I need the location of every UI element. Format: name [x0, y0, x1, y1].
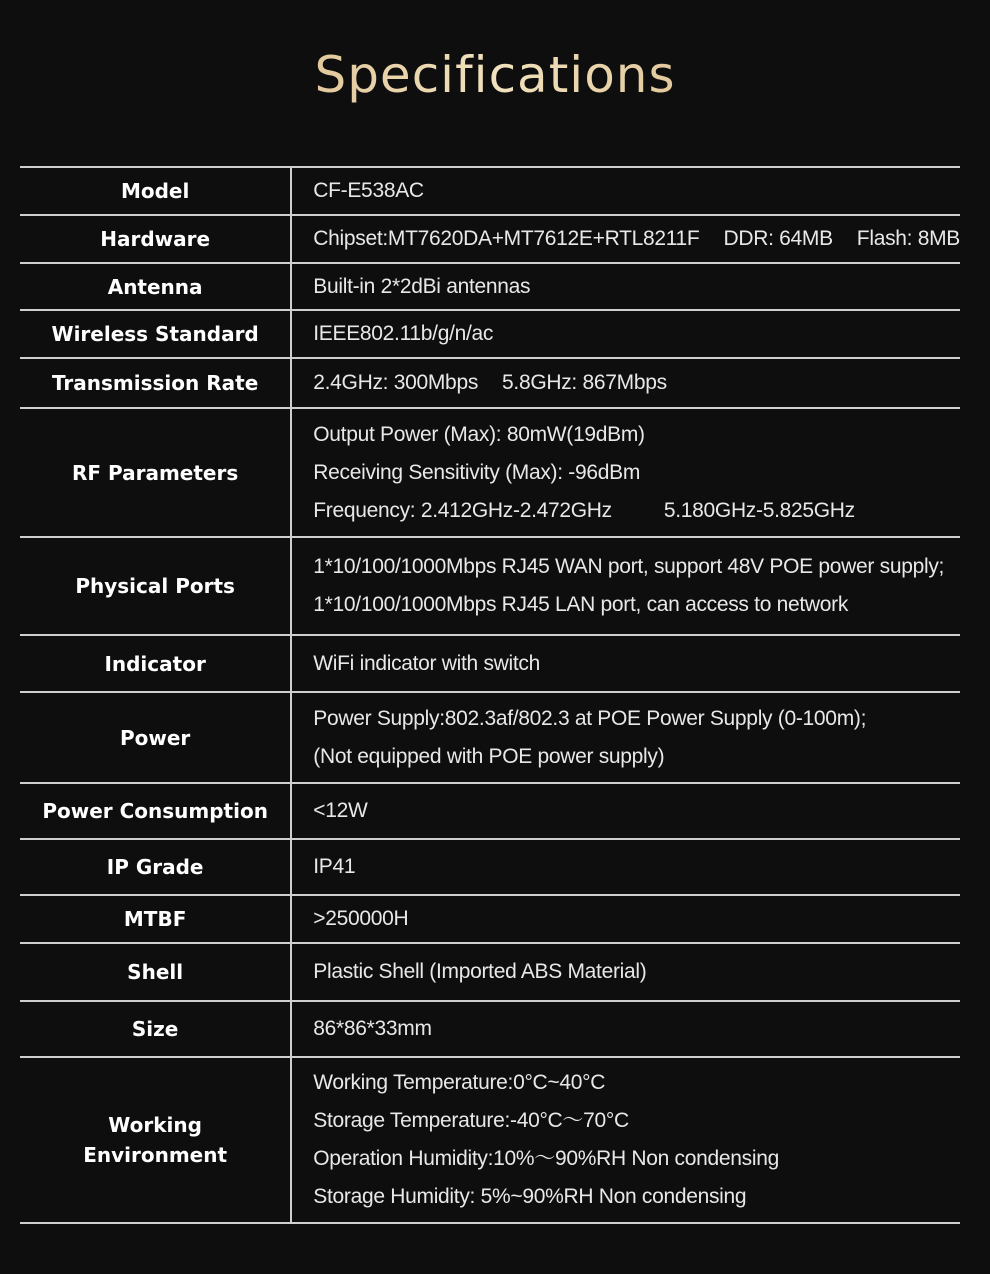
spec-value-text: Frequency: 2.412GHz-2.472GHz	[313, 498, 612, 522]
spec-row	[20, 839, 960, 895]
spec-row	[20, 895, 960, 943]
spec-value	[291, 895, 960, 943]
spec-row	[20, 1001, 960, 1057]
spec-value-line	[313, 1178, 960, 1216]
spec-value-line	[313, 315, 960, 353]
spec-row	[20, 943, 960, 1001]
spec-label: Working Environment	[20, 1057, 291, 1223]
spec-value-text: Receiving Sensitivity (Max): -96dBm	[313, 460, 641, 484]
spec-label: Model	[20, 167, 291, 215]
spec-label: Indicator	[20, 635, 291, 692]
spec-value	[291, 263, 960, 310]
spec-label: IP Grade	[20, 839, 291, 895]
spec-value-line	[313, 1064, 960, 1102]
page-title: Specifications	[0, 46, 990, 104]
spec-label: Wireless Standard	[20, 310, 291, 358]
spec-value-text: Power Supply:802.3af/802.3 at POE Power Supply (0-100m);	[313, 706, 867, 730]
spec-value-line	[313, 220, 960, 258]
spec-value-line	[313, 172, 960, 210]
spec-value	[291, 783, 960, 839]
spec-value-line	[313, 738, 960, 776]
spec-value-line	[313, 848, 960, 886]
spec-label: Power Consumption	[20, 783, 291, 839]
spec-value-text: DDR: 64MB	[723, 227, 833, 250]
spec-label: Power	[20, 692, 291, 783]
spec-value	[291, 408, 960, 537]
spec-row	[20, 635, 960, 692]
spec-value-line	[313, 454, 960, 492]
spec-value	[291, 537, 960, 635]
spec-table	[20, 166, 960, 1224]
spec-value-text: (Not equipped with POE power supply)	[313, 744, 665, 768]
spec-value-text: Output Power (Max): 80mW(19dBm)	[313, 422, 645, 446]
spec-label: Hardware	[20, 215, 291, 263]
spec-value-line	[313, 364, 960, 402]
spec-value	[291, 167, 960, 215]
spec-row	[20, 215, 960, 263]
spec-value-line	[313, 900, 960, 938]
spec-row	[20, 692, 960, 783]
spec-value-text: Plastic Shell (Imported ABS Material)	[313, 960, 647, 983]
spec-label: Transmission Rate	[20, 358, 291, 408]
spec-value-text: Operation Humidity:10%～90%RH Non condensing	[313, 1147, 779, 1170]
spec-value-text: WiFi indicator with switch	[313, 651, 541, 675]
spec-value-line	[313, 792, 960, 830]
spec-value-line	[313, 586, 960, 624]
spec-table-body	[20, 167, 960, 1223]
spec-label: RF Parameters	[20, 408, 291, 537]
spec-label: Shell	[20, 943, 291, 1001]
spec-value-line	[313, 700, 960, 738]
spec-label: Physical Ports	[20, 537, 291, 635]
spec-value	[291, 692, 960, 783]
spec-row	[20, 263, 960, 310]
spec-value-line	[313, 1140, 960, 1178]
spec-value-text: 5.8GHz: 867Mbps	[502, 371, 667, 394]
spec-value	[291, 1057, 960, 1223]
spec-label: Size	[20, 1001, 291, 1057]
spec-value-text: <12W	[313, 799, 368, 822]
spec-value-text: 1*10/100/1000Mbps RJ45 WAN port, support 48V POE power supply;	[313, 555, 945, 578]
spec-value-line	[313, 548, 960, 586]
spec-row	[20, 408, 960, 537]
spec-value-text: Chipset:MT7620DA+MT7612E+RTL8211F	[313, 227, 700, 250]
spec-value	[291, 358, 960, 408]
spec-label: MTBF	[20, 895, 291, 943]
spec-row	[20, 310, 960, 358]
spec-row	[20, 167, 960, 215]
spec-value-text: Storage Temperature:-40°C～70°C	[313, 1109, 629, 1132]
spec-value-text: Built-in 2*2dBi antennas	[313, 274, 531, 298]
spec-value	[291, 215, 960, 263]
spec-value-line	[313, 268, 960, 306]
spec-value-text: Working Temperature:0°C~40°C	[313, 1071, 606, 1094]
spec-value-text: Flash: 8MB	[856, 227, 960, 250]
spec-value-line	[313, 1102, 960, 1140]
spec-value	[291, 1001, 960, 1057]
spec-value	[291, 839, 960, 895]
spec-row	[20, 537, 960, 635]
spec-value	[291, 943, 960, 1001]
spec-value-line	[313, 953, 960, 991]
spec-value-text: Storage Humidity: 5%~90%RH Non condensing	[313, 1185, 747, 1208]
spec-value-text: IEEE802.11b/g/n/ac	[313, 322, 494, 345]
spec-row	[20, 358, 960, 408]
spec-value-text: IP41	[313, 855, 356, 878]
spec-label: Antenna	[20, 263, 291, 310]
spec-value-line	[313, 1010, 960, 1048]
spec-row	[20, 1057, 960, 1223]
spec-value-text: CF-E538AC	[313, 179, 424, 202]
spec-value-text: 2.4GHz: 300Mbps	[313, 371, 479, 394]
spec-value-line	[313, 492, 960, 530]
spec-value-line	[313, 645, 960, 683]
spec-value-line	[313, 416, 960, 454]
spec-row	[20, 783, 960, 839]
spec-value-text: 86*86*33mm	[313, 1017, 432, 1040]
spec-value-text: 1*10/100/1000Mbps RJ45 LAN port, can access to network	[313, 593, 849, 616]
spec-value-text: >250000H	[313, 907, 409, 930]
spec-value	[291, 635, 960, 692]
spec-value	[291, 310, 960, 358]
spec-value-text: 5.180GHz-5.825GHz	[663, 498, 855, 522]
